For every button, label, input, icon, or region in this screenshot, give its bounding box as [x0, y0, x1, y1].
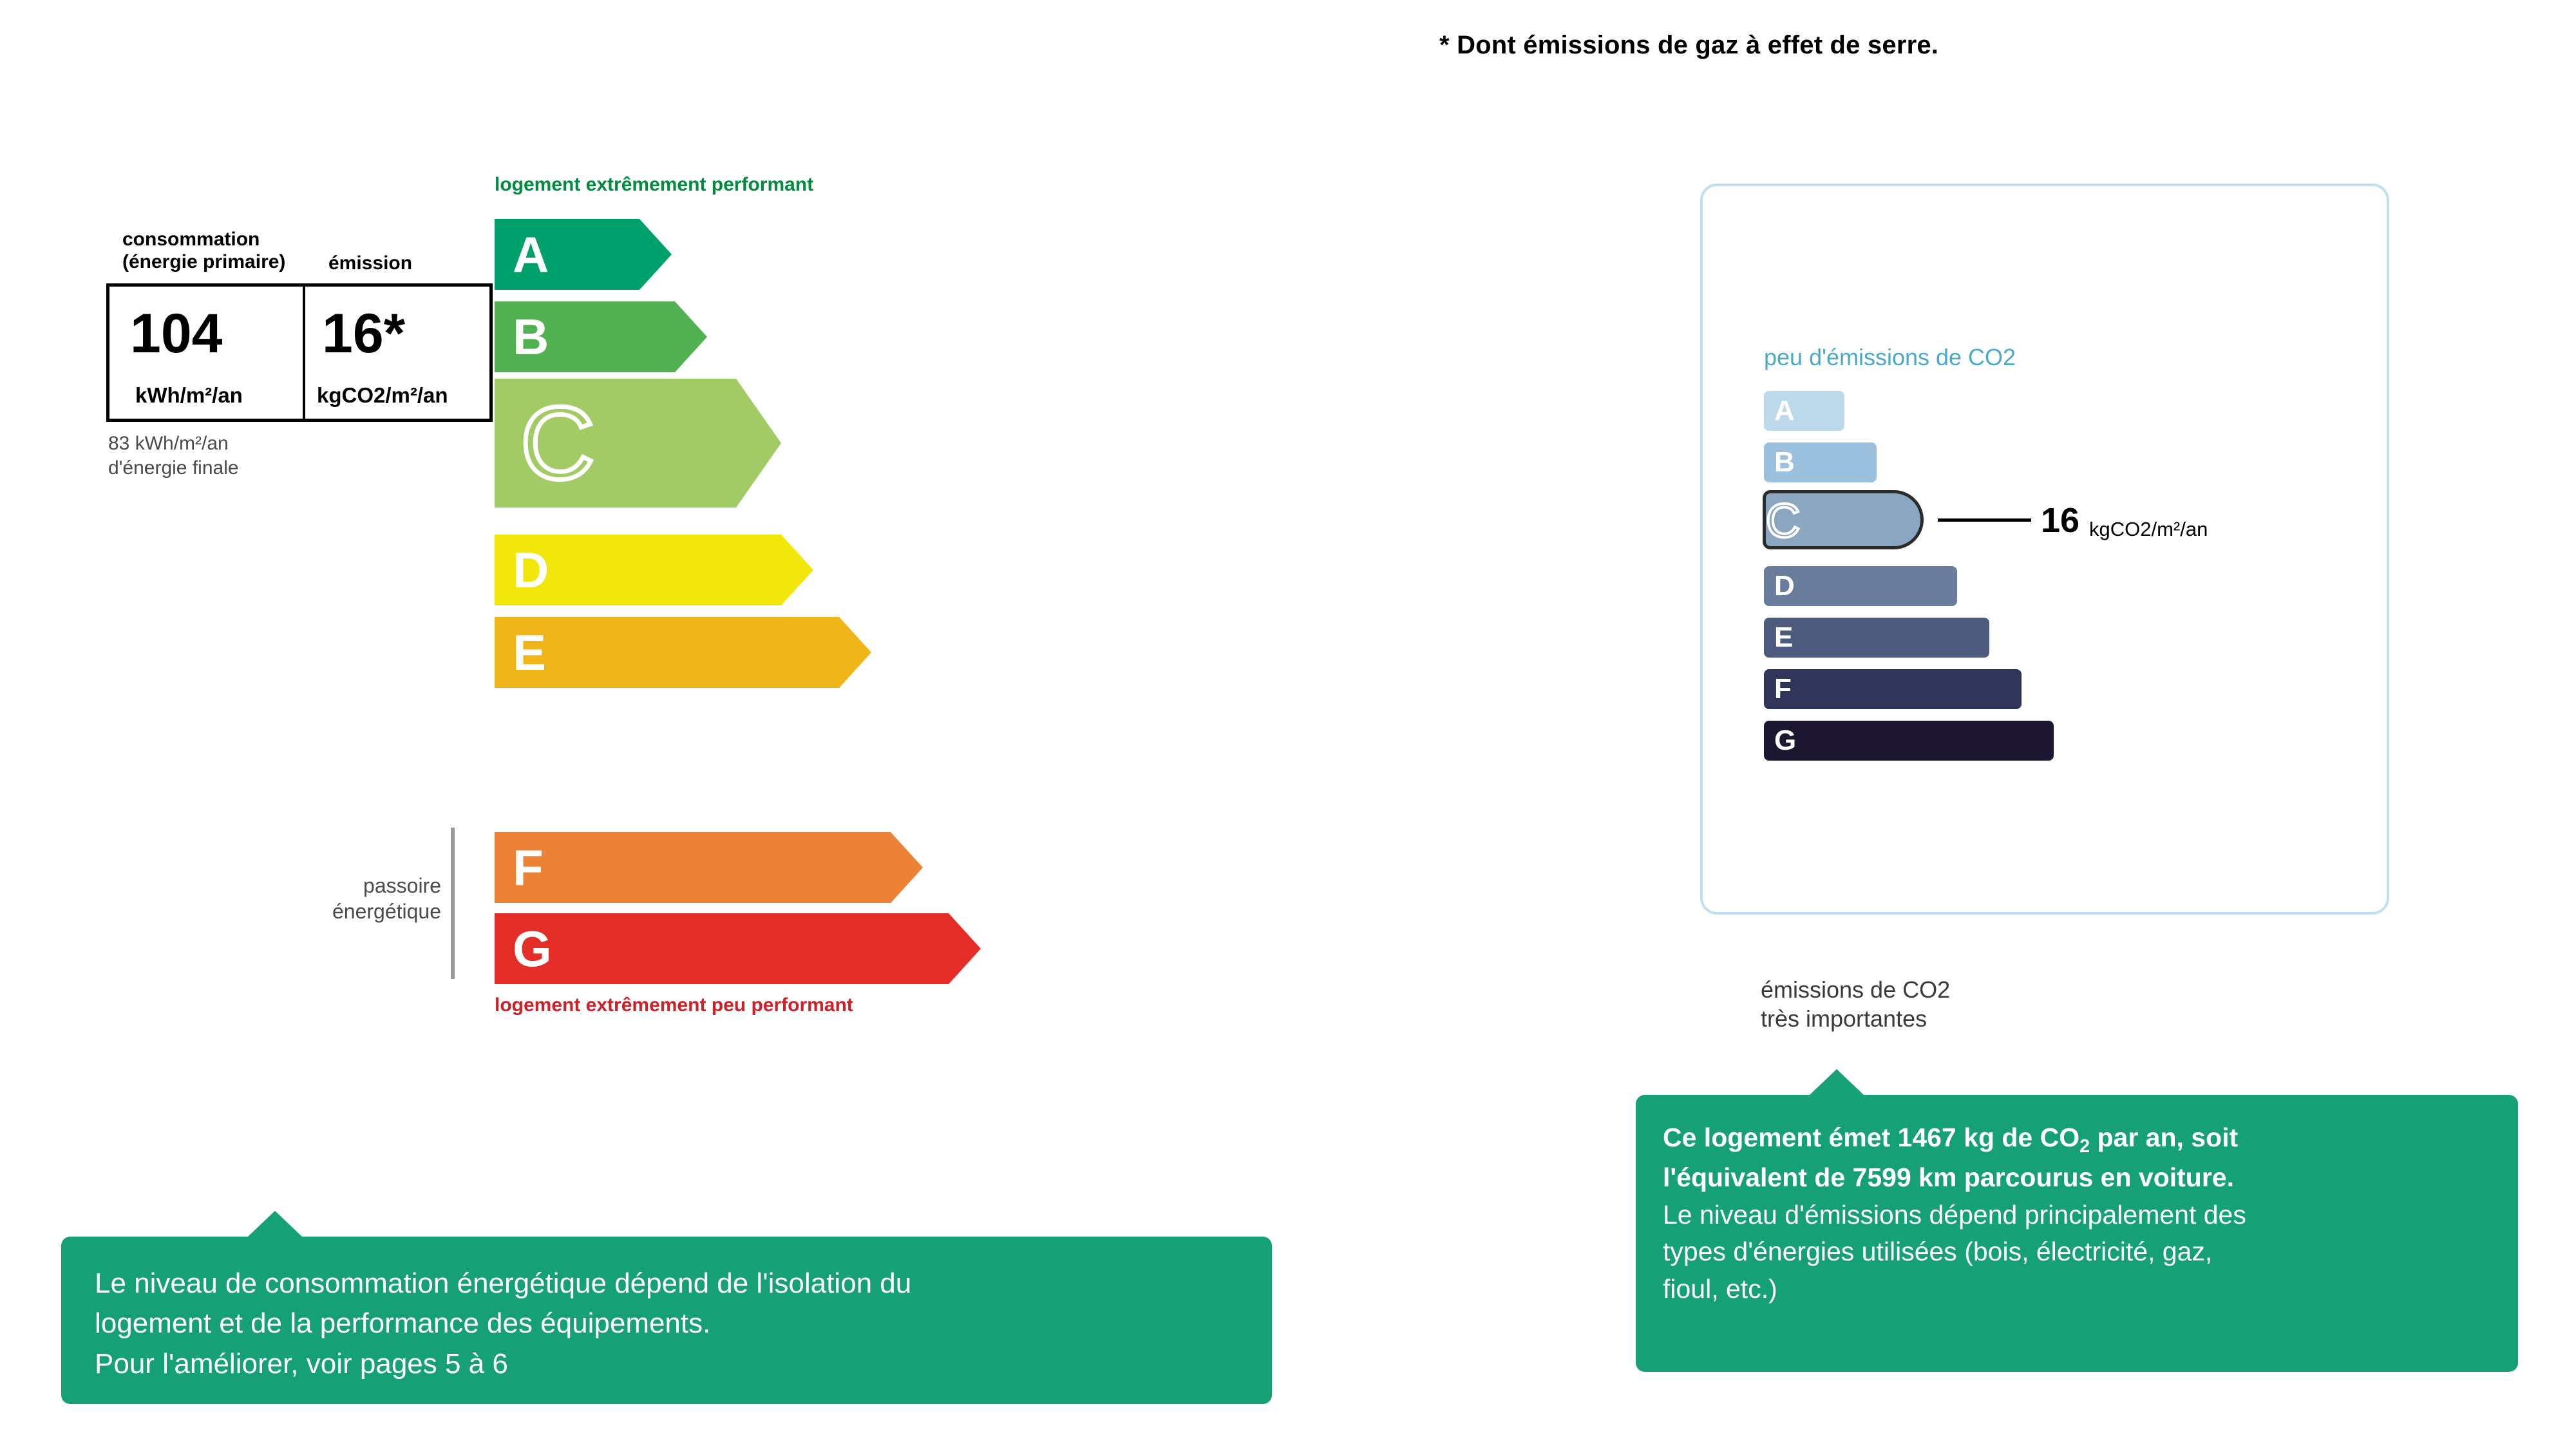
- energy-top-label: logement extrêmement performant: [495, 174, 814, 195]
- ges-class-letter-g: G: [1774, 725, 1797, 756]
- ges-class-letter-b: B: [1774, 446, 1795, 478]
- ges-class-bar-b: [1764, 442, 1877, 482]
- ges-callout-line2: types d'énergies utilisées (bois, électricité, gaz,: [1663, 1237, 2213, 1267]
- energy-class-letter-d: D: [513, 542, 549, 598]
- ges-class-bar-d: [1764, 566, 1957, 606]
- consumption-value-box: [106, 283, 493, 422]
- consumption-energy-value: 104: [130, 303, 223, 365]
- energy-callout-line1: Le niveau de consommation énergétique dépend de l'isolation du: [95, 1268, 912, 1299]
- ges-class-bar-f: [1764, 669, 2022, 709]
- consumption-energy-unit: kWh/m²/an: [135, 383, 243, 407]
- consumption-emission-unit: kgCO2/m²/an: [317, 383, 448, 407]
- ges-class-letter-d: D: [1774, 570, 1795, 602]
- ges-top-label: peu d'émissions de CO2: [1764, 344, 2016, 370]
- ges-callout-bold-line2: l'équivalent de 7599 km parcourus en voiture.: [1663, 1163, 2235, 1193]
- energy-callout-line3: Pour l'améliorer, voir pages 5 à 6: [95, 1347, 508, 1380]
- energy-class-bar-d: [495, 535, 813, 605]
- ges-bottom-label-line2: très importantes: [1761, 1005, 1927, 1032]
- energy-class-letter-c: C: [520, 385, 595, 500]
- passoire-label: [293, 873, 441, 924]
- energy-class-letter-g: G: [513, 920, 552, 977]
- callout-arrow-left: [248, 1211, 302, 1237]
- ges-class-letter-f: F: [1774, 673, 1792, 705]
- ges-value: 16: [2041, 501, 2080, 540]
- consumption-box-divider: [303, 287, 305, 419]
- emission-header: émission: [328, 252, 413, 274]
- ges-class-bar-e: [1764, 618, 1989, 658]
- ges-class-letter-a: A: [1774, 395, 1795, 426]
- consumption-header-line1: consommation: [122, 229, 260, 250]
- ges-callout-bold-line1-start: Ce logement émet 1467 kg de CO: [1663, 1123, 2080, 1152]
- energy-class-letter-e: E: [513, 624, 547, 681]
- ges-class-bar-g: [1764, 721, 2054, 761]
- energy-class-bar-b: [495, 301, 707, 372]
- ges-class-bar-c-selected: [1763, 490, 1924, 549]
- final-energy-line1: 83 kWh/m²/an: [108, 433, 229, 454]
- ges-value-unit: kgCO2/m²/an: [2089, 518, 2208, 540]
- energy-class-letter-a: A: [513, 226, 549, 283]
- ges-class-bar-a: [1764, 391, 1844, 431]
- energy-callout-box: [61, 1237, 1272, 1404]
- ges-bottom-label-line1: émissions de CO2: [1761, 976, 1951, 1003]
- ges-bottom-label: [1761, 975, 1950, 1033]
- energy-class-bar-c-selected: [495, 379, 781, 508]
- footnote-text: * Dont émissions de gaz à effet de serre.: [1439, 31, 1939, 59]
- energy-class-letter-b: B: [513, 309, 549, 365]
- energy-class-letter-f: F: [513, 839, 544, 896]
- energy-class-bar-e: [495, 617, 871, 688]
- ges-callout-line3: fioul, etc.): [1663, 1273, 1777, 1304]
- ges-class-letter-c: C: [1766, 494, 1801, 547]
- energy-class-bar-g: [495, 913, 981, 984]
- ges-class-letter-e: E: [1774, 622, 1794, 653]
- ges-callout-line1: Le niveau d'émissions dépend principalement des: [1663, 1199, 2246, 1230]
- passoire-label-line2: énergétique: [332, 900, 441, 923]
- consumption-emission-value: 16*: [322, 303, 406, 365]
- consumption-header-primary: [122, 229, 285, 273]
- ges-leader-line: [1938, 518, 2031, 522]
- ges-callout-co2-subscript: 2: [2079, 1136, 2090, 1157]
- consumption-header-line2: (énergie primaire): [122, 251, 286, 272]
- final-energy-note: [108, 432, 239, 480]
- ges-callout-box: [1636, 1095, 2518, 1372]
- energy-class-bar-f: [495, 832, 923, 903]
- energy-bottom-label: logement extrêmement peu performant: [495, 994, 853, 1016]
- passoire-label-line1: passoire: [363, 874, 441, 897]
- callout-arrow-right: [1810, 1069, 1864, 1095]
- energy-performance-diagram: [0, 174, 1224, 1024]
- energy-class-bar-a: [495, 219, 672, 290]
- ges-callout-bold-line1: [1663, 1119, 2491, 1159]
- final-energy-line2: d'énergie finale: [108, 457, 239, 479]
- ges-callout-bold-line1-end: par an, soit: [2090, 1123, 2239, 1152]
- ges-emissions-diagram: [1700, 184, 2389, 1032]
- energy-callout-line2: logement et de la performance des équipements.: [95, 1307, 711, 1340]
- passoire-bracket: [451, 828, 455, 979]
